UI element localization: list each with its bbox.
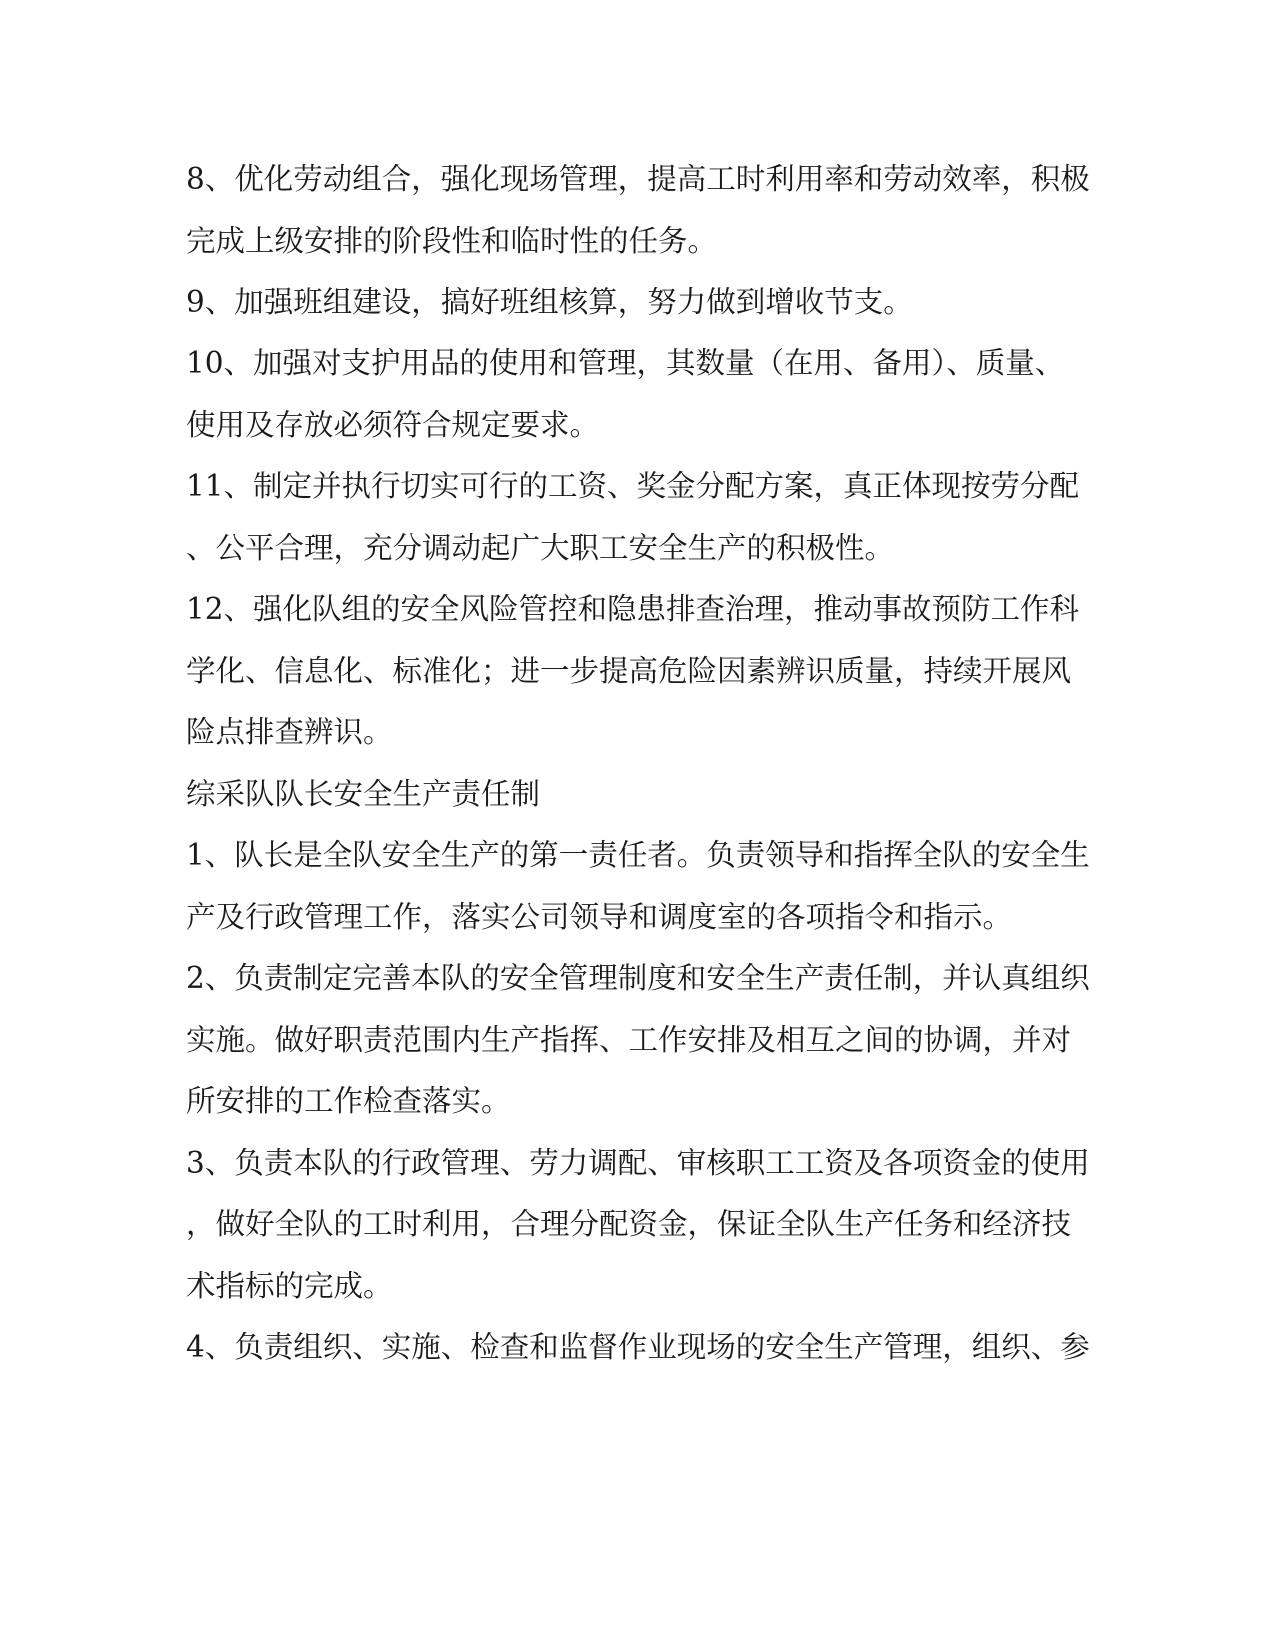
text-line: 2、负责制定完善本队的安全管理制度和安全生产责任制，并认真组织	[186, 961, 1090, 995]
text-line: 险点排查辨识。	[186, 715, 393, 749]
text-line: 实施。做好职责范围内生产指挥、工作安排及相互之间的协调，并对	[186, 1023, 1072, 1057]
text-line: 1、队长是全队安全生产的第一责任者。负责领导和指挥全队的安全生	[186, 838, 1090, 872]
text-line: 12、强化队组的安全风险管控和隐患排查治理，推动事故预防工作科	[186, 592, 1080, 626]
text-line: 所安排的工作检查落实。	[186, 1084, 511, 1118]
text-line: 8、优化劳动组合，强化现场管理，提高工时利用率和劳动效率，积极	[186, 162, 1090, 196]
text-line: ，做好全队的工时利用，合理分配资金，保证全队生产任务和经济技	[186, 1207, 1072, 1241]
text-line: 3、负责本队的行政管理、劳力调配、审核职工工资及各项资金的使用	[186, 1146, 1090, 1180]
text-line: 10、加强对支护用品的使用和管理，其数量（在用、备用）、质量、	[186, 346, 1065, 380]
text-line: 4、负责组织、实施、检查和监督作业现场的安全生产管理，组织、参	[186, 1330, 1090, 1364]
section-heading: 综采队队长安全生产责任制	[186, 777, 541, 811]
text-line: 产及行政管理工作，落实公司领导和调度室的各项指令和指示。	[186, 900, 1013, 934]
text-line: 术指标的完成。	[186, 1269, 393, 1303]
text-line: 完成上级安排的阶段性和临时性的任务。	[186, 224, 718, 258]
text-line: 、公平合理，充分调动起广大职工安全生产的积极性。	[186, 531, 895, 565]
text-line: 11、制定并执行切实可行的工资、奖金分配方案，真正体现按劳分配	[186, 469, 1080, 503]
text-line: 使用及存放必须符合规定要求。	[186, 408, 600, 442]
text-line: 学化、信息化、标准化；进一步提高危险因素辨识质量，持续开展风	[186, 654, 1072, 688]
text-line: 9、加强班组建设，搞好班组核算，努力做到增收节支。	[186, 285, 913, 319]
